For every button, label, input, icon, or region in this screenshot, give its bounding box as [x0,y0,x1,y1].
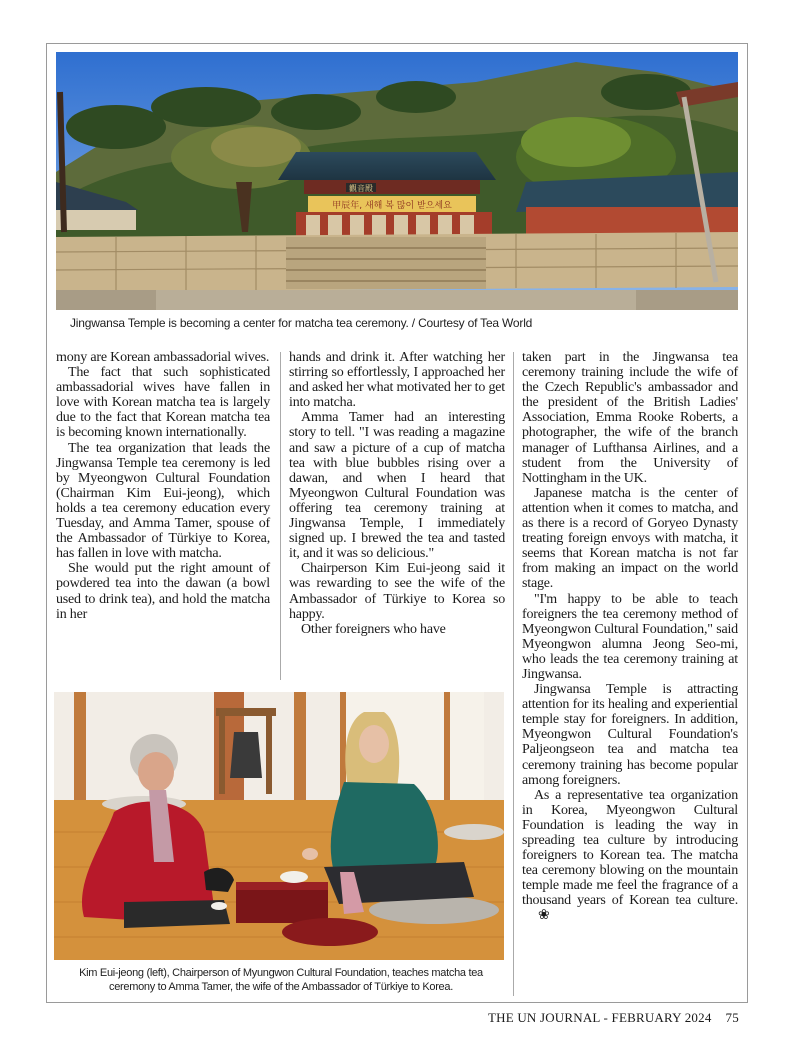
paragraph: The fact that such sophisticated ambassadorial wives have fallen in love with Korean matcha tea is largely due to the fact that Korean matcha tea is becoming known internationally. [56,365,270,441]
paragraph: She would put the right amount of powdered tea into the dawan (a bowl used to drink tea), and hold the matcha in her [56,561,270,622]
top-photo-caption: Jingwansa Temple is becoming a center for matcha tea ceremony. / Courtesy of Tea World [70,316,533,330]
column-divider [280,352,281,680]
page-footer [488,1010,739,1026]
article-column-2 [289,350,505,637]
page-number: 75 [725,1010,739,1025]
paragraph-final: As a representative tea organization in Korea, Myeongwon Cultural Foundation is leading the way in spreading tea culture by introducing foreigners to Korean tea. The matcha tea ceremony blowing on the mountain temple made me feel the fragrance of a thousand years of Korean tea culture.❀ [522,787,738,924]
paragraph: "I'm happy to be able to teach foreigners the tea ceremony method of Myeongwon Cultural Foundation," said Myeongwon alumna Jeong Seo-mi, who leads the tea ceremony training at Jingwansa. [522,591,738,682]
paragraph: Japanese matcha is the center of attention when it comes to matcha, and as there is a record of Goryeo Dynasty treating foreign envoys with matcha, it seems that Korean matcha is not far from making an impact on the world stage. [522,485,738,592]
bottom-photo-caption: Kim Eui-jeong (left), Chairperson of Myungwon Cultural Foundation, teaches matcha tea ceremony to Amma Tamer, the wife of the Ambassador of Türkiye to Korea. [79,967,483,993]
paragraph: The tea organization that leads the Jingwansa Temple tea ceremony is led by Myeongwon Cultural Foundation (Chairman Kim Eui-jeong), which holds a tea ceremony education every Tuesday, and Amma Tamer, spouse of the Ambassador of Türkiye to Korea, has fallen in love with matcha. [56,440,270,562]
tea-ceremony-photo [54,692,504,960]
article-column-1 [56,350,270,622]
svg-text:甲辰年, 새해 복 많이 받으세요: 甲辰年, 새해 복 많이 받으세요 [332,201,452,211]
paragraph: Jingwansa Temple is attracting attention for its healing and experiential temple stay for foreigners. In addition, Myeongwon Cultural Foundation's Paljeongseon tea and matcha tea ceremony training has become popular among foreigners. [522,682,738,788]
paragraph: hands and drink it. After watching her stirring so effortlessly, I approached her and asked her what motivated her to get into matcha. [289,350,505,411]
article-column-3 [522,350,738,924]
svg-text:觀音殿: 觀音殿 [349,184,373,193]
paragraph: mony are Korean ambassadorial wives. [56,350,270,365]
column-divider [513,352,514,996]
publication-name: THE UN JOURNAL - FEBRUARY 2024 [488,1010,712,1025]
paragraph: Other foreigners who have [301,621,446,637]
paragraph: taken part in the Jingwansa tea ceremony training include the wife of the Czech Republic's ambassador and the president of the British Ladies' Association, Emma Rooke Roberts, a photographer, the wife of the branch manager of Lufthansa Airlines, and a student from the University of Nottingham in the UK. [522,350,738,486]
temple-photo [56,52,738,310]
end-mark-icon: ❀ [538,908,550,924]
paragraph: Amma Tamer had an interesting story to tell. "I was reading a magazine and saw a picture of a cup of matcha tea with blue bubbles rising over a dawan, and when I heard that Myeongwon Cultural Foundation was offering tea ceremony training at Jingwansa Temple, I immediately signed up. I brewed the tea and tasted it, and it was so delicious." [289,410,505,562]
paragraph: Chairperson Kim Eui-jeong said it was rewarding to see the wife of the Ambassador of Türkiye to Korea so happy. [289,561,505,622]
